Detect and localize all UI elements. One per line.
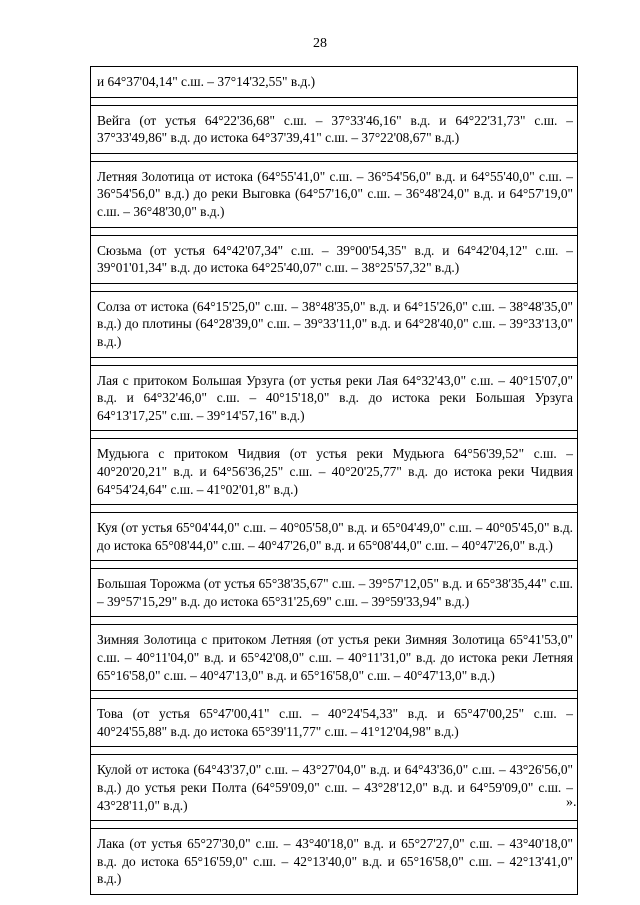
row-separator <box>90 691 578 698</box>
row-separator <box>90 228 578 235</box>
table-row: Летняя Золотица от истока (64°55'41,0" с.ш. – 36°54'56,0" в.д. и 64°55'40,0" с.ш. – 36°54'56,0" в.д.) до реки Выговка (64°57'16,0" с.ш. – 36°48'24,0" в.д. и 64°57'19,0" с.ш. – 36°48'30,0" в.д.) <box>90 161 578 228</box>
row-separator <box>90 154 578 161</box>
page-number: 28 <box>313 36 327 51</box>
table-row: Солза от истока (64°15'25,0" с.ш. – 38°48'35,0" в.д. и 64°15'26,0" с.ш. – 38°48'35,0" в.д.) до плотины (64°28'39,0" с.ш. – 39°33'11,0" в.д. и 64°28'40,0" с.ш. – 39°33'13,0" в.д.) <box>90 291 578 358</box>
table-row: Лая с притоком Большая Урзуга (от устья реки Лая 64°32'43,0" с.ш. – 40°15'07,0" в.д. и 64°32'46,0" с.ш. – 40°15'18,0" в.д. до истока реки Большая Урзуга 64°13'17,25" с.ш. – 39°14'57,16" в.д.) <box>90 365 578 432</box>
row-separator <box>90 431 578 438</box>
row-separator <box>90 561 578 568</box>
row-separator <box>90 358 578 365</box>
row-separator <box>90 284 578 291</box>
table-row: Куя (от устья 65°04'44,0" с.ш. – 40°05'58,0" в.д. и 65°04'49,0" с.ш. – 40°05'45,0" в.д. до истока 65°08'44,0" с.ш. – 40°47'26,0" в.д. и 65°08'44,0" с.ш. – 40°47'26,0" в.д.) <box>90 512 578 561</box>
row-separator <box>90 98 578 105</box>
table-row: и 64°37'04,14" с.ш. – 37°14'32,55" в.д.) <box>90 66 578 98</box>
table-row: Вейга (от устья 64°22'36,68" с.ш. – 37°33'46,16" в.д. и 64°22'31,73" с.ш. – 37°33'49,86" в.д. до истока 64°37'39,41" с.ш. – 37°22'08,67" в.д.) <box>90 105 578 154</box>
table-row: Большая Торожма (от устья 65°38'35,67" с.ш. – 39°57'12,05" в.д. и 65°38'35,44" с.ш. – 39°57'15,29" в.д. до истока 65°31'25,69" с.ш. – 39°59'33,94" в.д.) <box>90 568 578 617</box>
table-row: Това (от устья 65°47'00,41" с.ш. – 40°24'54,33" в.д. и 65°47'00,25" с.ш. – 40°24'55,88" в.д. до истока 65°39'11,77" с.ш. – 41°12'04,98" в.д.) <box>90 698 578 747</box>
table-row: Мудьюга с притоком Чидвия (от устья реки Мудьюга 64°56'39,52" с.ш. – 40°20'20,21" в.д. и 64°56'36,25" с.ш. – 40°20'25,77" в.д. до истока реки Чидвия 64°54'24,64" с.ш. – 41°02'01,8" в.д.) <box>90 438 578 505</box>
river-table <box>90 66 578 895</box>
row-separator <box>90 505 578 512</box>
table-row: Зимняя Золотица с притоком Летняя (от устья реки Зимняя Золотица 65°41'53,0" с.ш. – 40°11'04,0" в.д. и 65°42'08,0" с.ш. – 40°11'31,0" в.д. до истока реки Летняя 65°16'58,0" с.ш. – 40°47'13,0" в.д. и 65°16'58,0" с.ш. – 40°47'13,0" в.д.) <box>90 624 578 691</box>
table-row: Сюзьма (от устья 64°42'07,34" с.ш. – 39°00'54,35" в.д. и 64°42'04,12" с.ш. – 39°01'01,34" в.д. до истока 64°25'40,07" с.ш. – 38°25'57,32" в.д.) <box>90 235 578 284</box>
closing-quote: ». <box>566 795 577 810</box>
table-row: Кулой от истока (64°43'37,0" с.ш. – 43°27'04,0" в.д. и 64°43'36,0" с.ш. – 43°26'56,0" в.д.) до устья реки Полта (64°59'09,0" с.ш. – 43°28'12,0" в.д. и 64°59'09,0" с.ш. – 43°28'11,0" в.д.) <box>90 754 578 821</box>
table-row: Лака (от устья 65°27'30,0" с.ш. – 43°40'18,0" в.д. и 65°27'27,0" с.ш. – 43°40'18,0" в.д. до истока 65°16'59,0" с.ш. – 42°13'40,0" в.д. и 65°16'58,0" с.ш. – 42°13'41,0" в.д.) <box>90 828 578 895</box>
row-separator <box>90 747 578 754</box>
row-separator <box>90 617 578 624</box>
row-separator <box>90 821 578 828</box>
